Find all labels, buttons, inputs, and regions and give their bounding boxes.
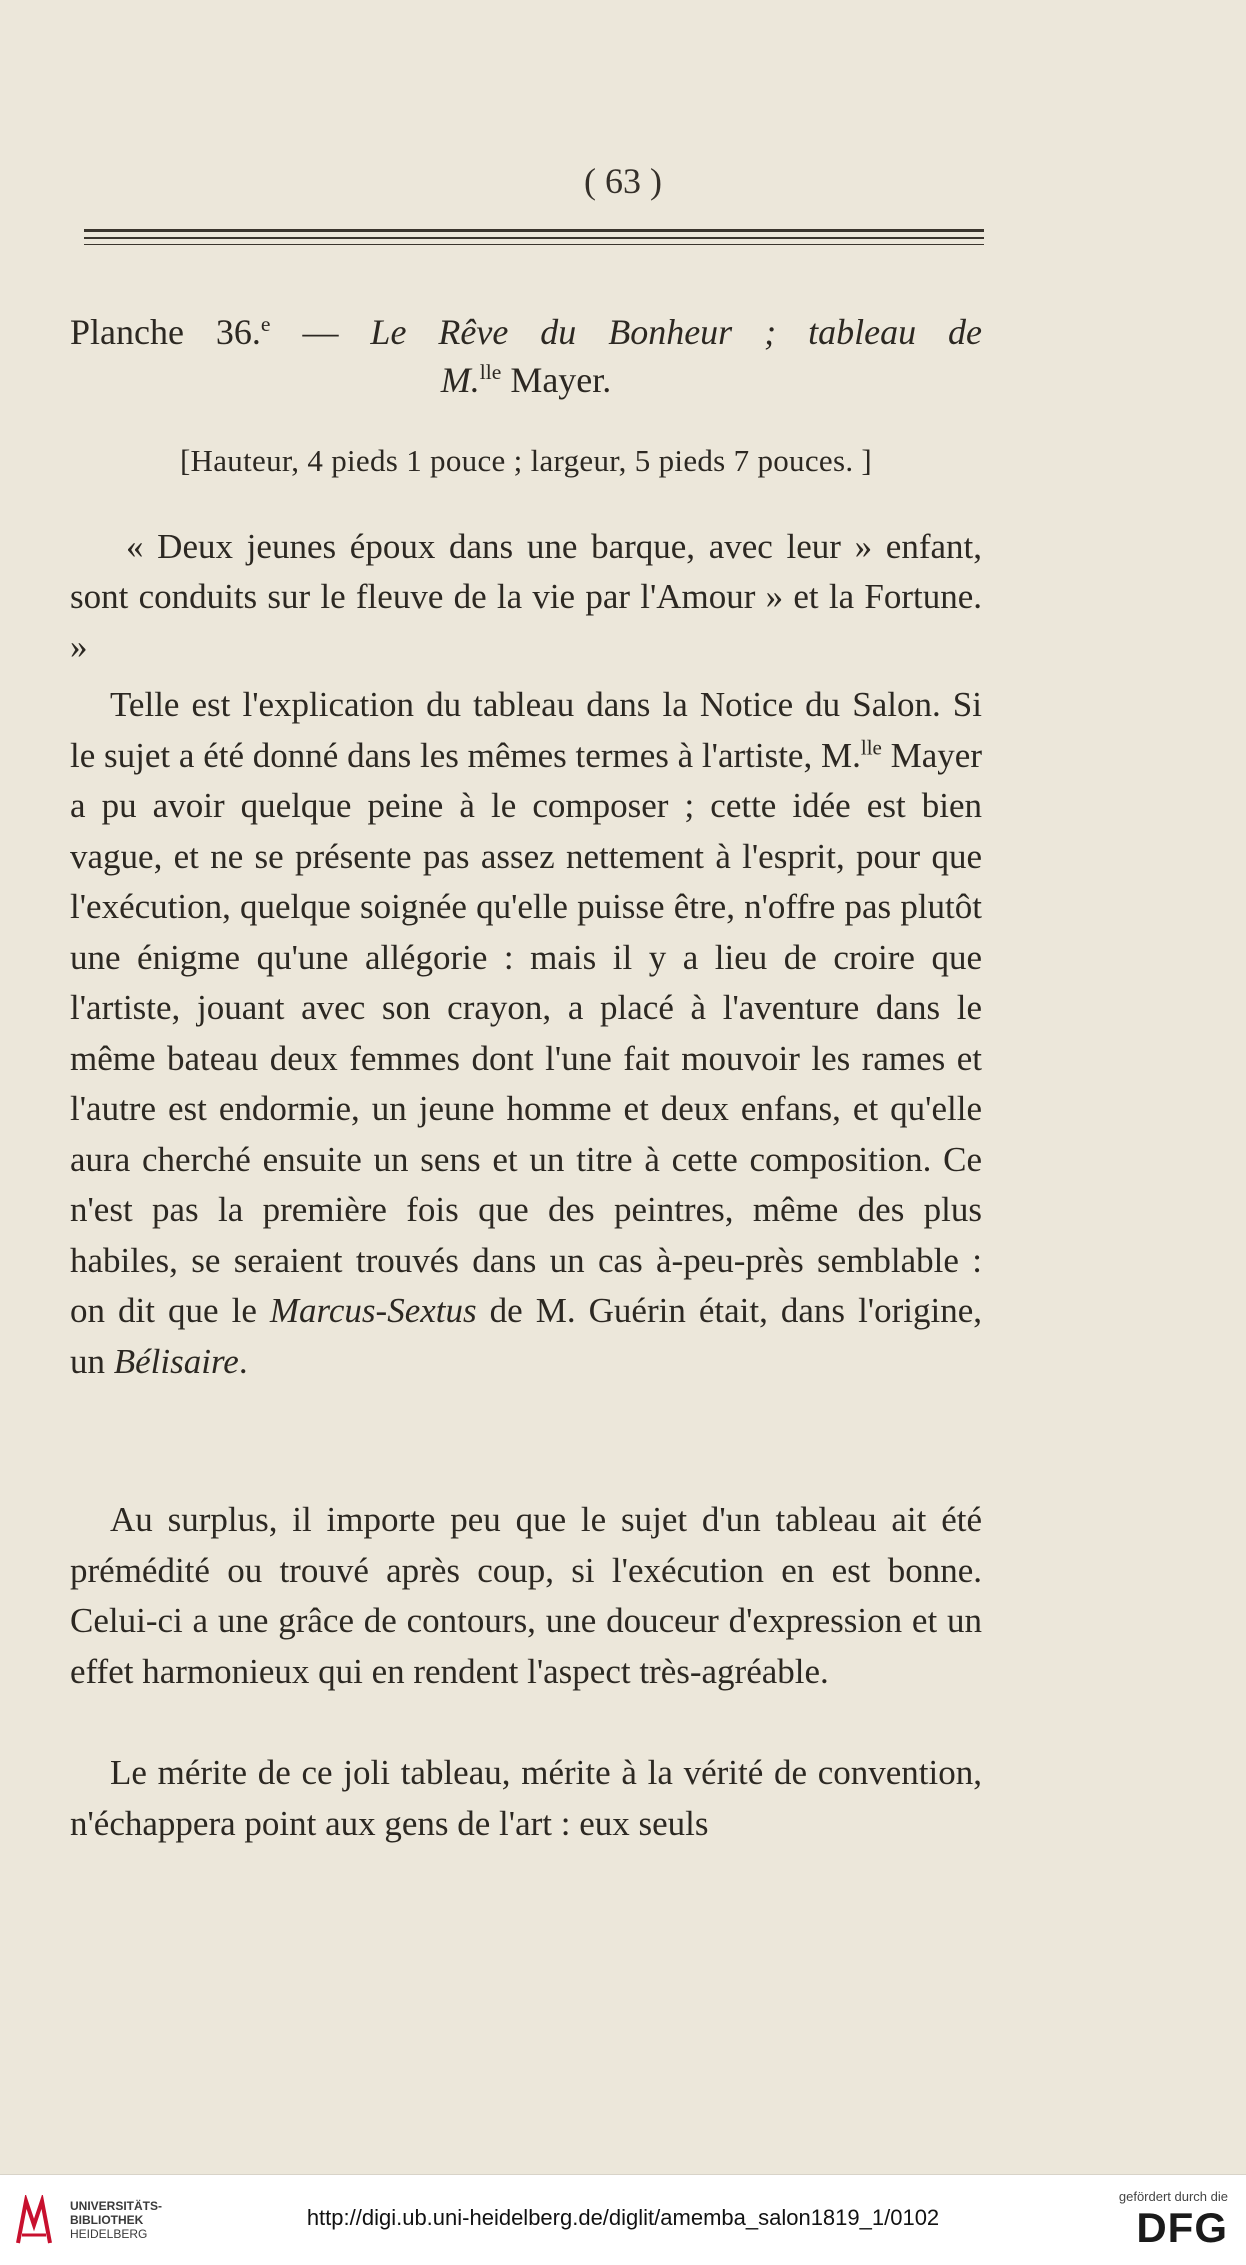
dfg-logo: DFG — [1136, 2204, 1228, 2251]
p1-sup: lle — [860, 734, 882, 759]
header-rule-thin — [84, 244, 984, 245]
paragraph-2: Au surplus, il importe peu que le sujet d'un tableau ait été prémédité ou trouvé après coup, si l'exécution en est bonne. Celui-ci a une grâce de contours, une douceur d'expression et un effet harmonieux qui en rendent l'aspect très-agréable. — [70, 1500, 982, 1691]
library-name-line-3: HEIDELBERG — [70, 2227, 148, 2241]
title-dash: — — [270, 312, 371, 352]
paragraph-3: Le mérite de ce joli tableau, mérite à la vérité de convention, n'échappera point aux gens de l'art : eux seuls — [70, 1753, 982, 1843]
p1-text-a: Telle est l'explication du tableau dans la Notice du Salon. Si le sujet a été donné dans les mêmes termes à l'artiste, M. — [70, 685, 982, 775]
painting-dimensions: [Hauteur, 4 pieds 1 pouce ; largeur, 5 pieds 7 pouces. ] — [179, 443, 873, 478]
digitization-footer — [0, 2174, 1246, 2265]
p1-text-c: de M. Guérin était, dans l'origine, un — [70, 1291, 982, 1381]
permalink-url[interactable]: http://digi.ub.uni-heidelberg.de/diglit/amemba_salon1819_1/0102 — [306, 2205, 940, 2230]
painting-title: Le Rêve du Bonheur ; tableau de — [370, 312, 982, 352]
plate-number: Planche 36. — [70, 312, 261, 352]
plate-title — [70, 308, 982, 404]
artist-prefix-sup: lle — [479, 360, 502, 384]
p1-italic-belisaire: Bélisaire — [113, 1341, 239, 1381]
funding-credit — [1078, 2189, 1228, 2252]
library-name-line-2: BIBLIOTHEK — [70, 2213, 144, 2227]
artist-name: Mayer. — [501, 360, 612, 400]
p1-italic-marcus-sextus: Marcus-Sextus — [269, 1291, 477, 1330]
plate-title-line-2 — [441, 360, 612, 400]
library-name-line-1: UNIVERSITÄTS- — [70, 2199, 163, 2213]
header-rule-thick — [84, 229, 984, 232]
paragraph-1 — [70, 680, 982, 1387]
salon-notice-quote: « Deux jeunes époux dans une barque, avec leur » enfant, sont conduits sur le fleuve de la vie par l'Amour » et la Fortune. » — [70, 527, 982, 666]
plate-number-sup: e — [260, 312, 271, 336]
p1-text-b: Mayer a pu avoir quelque peine à le composer ; cette idée est bien vague, et ne se présente pas assez nettement à l'esprit, pour que l'exécution, quelque soignée qu'elle puisse être, n'offre pas plutôt une énigme qu'une allégorie : mais il y a lieu de croire que l'artiste, jouant avec son crayon, a placé à l'aventure dans le même bateau deux femmes dont l'une fait mouvoir les rames et l'autre est endormie, un jeune homme et deux enfans, et qu'elle aura cherché ensuite un sens et un titre à cette composition. Ce n'est pas la première fois que des peintres, même des plus habiles, se seraient trouvés dans un cas à-peu-près semblable : on dit que le — [70, 735, 982, 1330]
header-rule-medium — [84, 237, 984, 239]
funding-note: gefördert durch die — [1118, 2189, 1228, 2204]
page-number: ( 63 ) — [584, 161, 662, 201]
artist-prefix: M. — [440, 360, 480, 400]
p1-text-d: . — [238, 1341, 248, 1381]
plate-title-line-1 — [70, 308, 982, 356]
